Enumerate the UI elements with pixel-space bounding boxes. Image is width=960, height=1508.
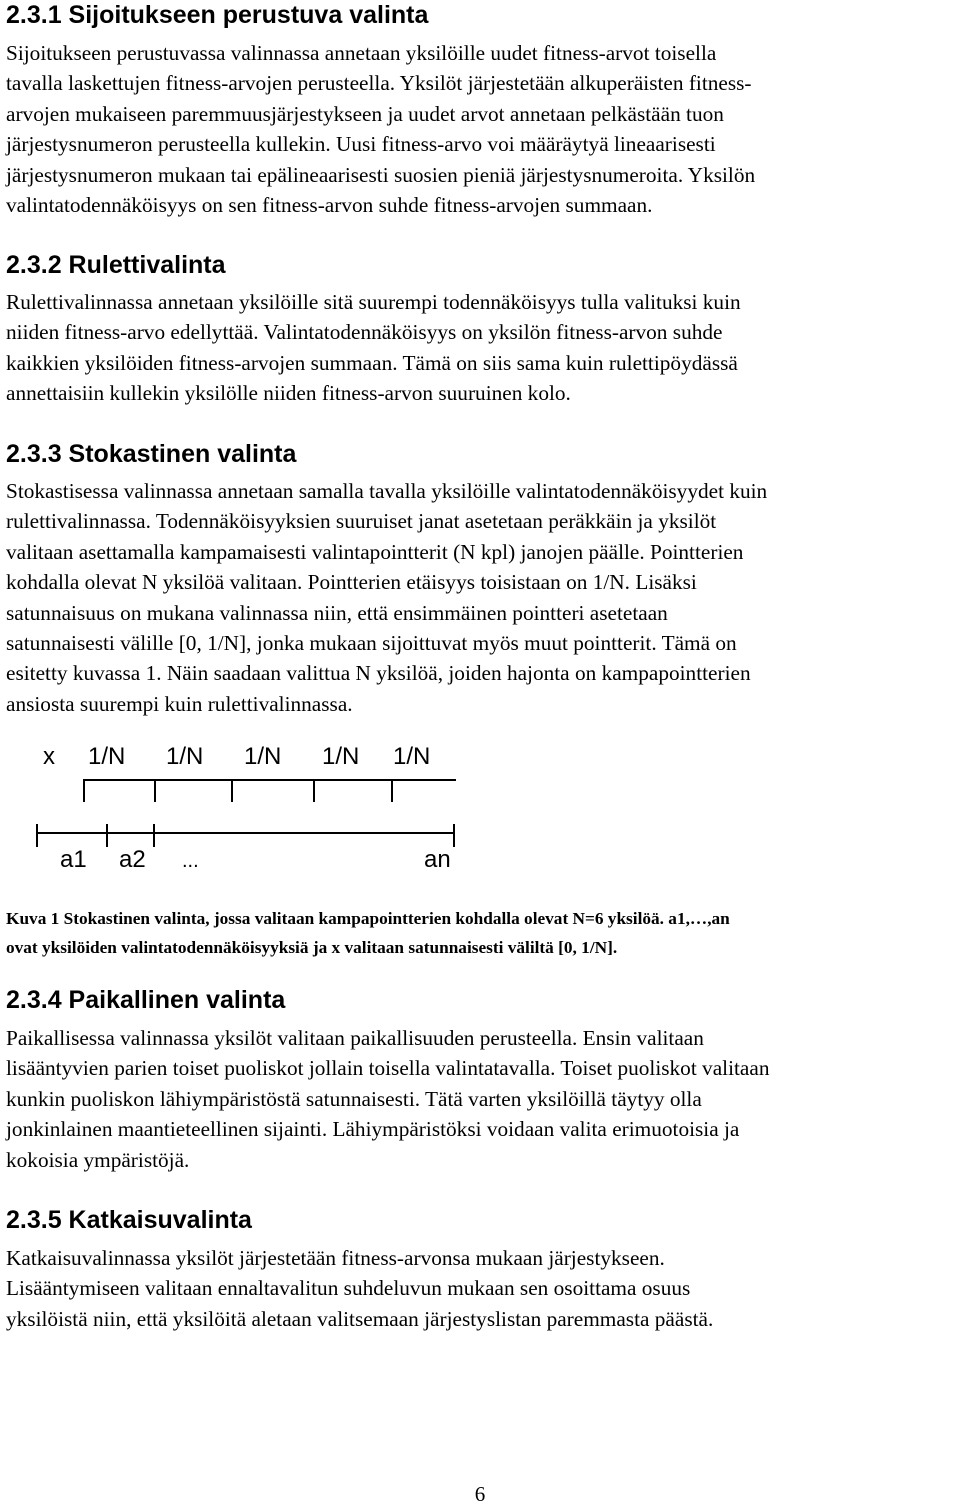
text-line: Rulettivalinnassa annetaan yksilöille sitä suurempi todennäköisyys tulla valituksi kuin [6,290,741,314]
text-line: tavalla laskettujen fitness-arvojen perusteella. Yksilöt järjestetään alkuperäisten fitness- [6,71,752,96]
section-heading: 2.3.4 Paikallinen valinta [6,986,286,1014]
section-heading: 2.3.1 Sijoitukseen perustuva valinta [6,1,429,29]
pointer-spacing-label: 1/N [166,743,204,770]
text-line: Lisääntymiseen valitaan ennaltavalitun suhdeluvun mukaan sen osoittama osuus [6,1276,691,1301]
text-line: yksilöistä niin, että yksilöitä aletaan valitsemaan järjestyslistan paremmasta päästä. [6,1306,714,1331]
text-line: kohdalla olevat N yksilöä valitaan. Pointterien etäisyys toisistaan on 1/N. Lisäksi [6,570,697,595]
pointer-spacing-label: 1/N [244,743,282,770]
text-line: Katkaisuvalinnassa yksilöt järjestetään fitness-arvonsa mukaan järjestykseen. [6,1246,665,1270]
section-paragraph [6,1023,769,1175]
text-line: annettaisiin kullekin yksilölle niiden fitness-arvon suuruinen kolo. [6,381,571,406]
text-line: valitaan asettamalla kampamaisesti valintapointterit (N kpl) janojen päälle. Pointterien [6,539,744,564]
segment-line [36,824,455,847]
section-heading: 2.3.2 Rulettivalinta [6,251,226,279]
text-line: jonkinlainen maantieteellinen sijainti. Lähiympäristöksi voidaan valita erimuotoisia ja [6,1117,740,1142]
text-line: Sijoitukseen perustuvassa valinnassa annetaan yksilöille uudet fitness-arvot toisella [6,41,717,65]
caption-line: ovat yksilöiden valintatodennäköisyyksiä ja x valitaan satunnaisesti väliltä [0, 1/N]. [6,938,618,957]
pointer-spacing-label: 1/N [322,743,360,770]
section-2-3-2 [6,250,741,409]
text-line: kokoisia ympäristöjä. [6,1147,190,1172]
text-line: niiden fitness-arvo edellyttää. Valintatodennäköisyys on yksilön fitness-arvon suhde [6,320,723,345]
section-heading: 2.3.3 Stokastinen valinta [6,440,297,468]
section-paragraph [6,1243,713,1334]
text-line: kunkin puoliskon lähiympäristöstä satunnaisesti. Tätä varten yksilöillä täytyy olla [6,1086,702,1111]
section-paragraph [6,38,755,220]
text-line: satunnaisuus on mukana valinnassa niin, että ensimmäinen pointteri asetetaan [6,600,668,625]
pointer-spacing-label: 1/N [393,743,431,770]
text-line: satunnaisesti välille [0, 1/N], jonka mukaan sijoittuvat myös muut pointterit. Tämä on [6,631,737,656]
text-line: kaikkien yksilöiden fitness-arvojen summaan. Tämä on siis sama kuin rulettipöydässä [6,350,738,375]
text-line: lisääntyvien parien toiset puoliskot jollain toisella valintatavalla. Toiset puoliskot valitaan [6,1056,770,1081]
individual-label: a2 [119,846,146,873]
text-line: esitetty kuvassa 1. Näin saadaan valittua N yksilöä, joiden hajonta on kampapointterien [6,661,751,686]
caption-line: Kuva 1 Stokastinen valinta, jossa valitaan kampapointterien kohdalla olevat N=6 yksilöä. a1,…,an [6,909,730,928]
section-2-3-4 [6,985,769,1175]
text-line: valintatodennäköisyys on sen fitness-arvon suhde fitness-arvojen summaan. [6,193,653,218]
section-paragraph [6,476,767,719]
text-line: järjestysnumeron perusteella kullekin. Uusi fitness-arvo voi määräytyä lineaarisesti [6,132,716,157]
comb-diagram [36,734,456,874]
section-2-3-5 [6,1205,713,1334]
ellipsis-label: ... [182,850,199,872]
text-line: Paikallisessa valinnassa yksilöt valitaan paikallisuuden perusteella. Ensin valitaan [6,1026,704,1050]
section-paragraph [6,287,741,409]
individual-label: an [424,846,451,873]
text-line: Stokastisessa valinnassa annetaan samalla tavalla yksilöille valintatodennäköisyydet kuin [6,479,768,503]
individual-label: a1 [60,846,87,873]
section-2-3-1 [6,0,755,220]
page-number: 6 [474,1482,486,1506]
section-heading: 2.3.5 Katkaisuvalinta [6,1206,252,1234]
figure-caption [6,904,730,962]
stochastic-selection-figure [36,734,456,874]
pointer-spacing-label: 1/N [88,743,126,770]
text-line: järjestysnumeron mukaan tai epälineaarisesti suosien pieniä järjestysnumeroita. Yksilön [6,162,756,187]
offset-label: x [43,743,55,770]
text-line: arvojen mukaiseen paremmuusjärjestykseen ja uudet arvot annetaan pelkästään tuon [6,101,724,126]
text-line: rulettivalinnassa. Todennäköisyyksien suuruiset janat asetetaan peräkkäin ja yksilöt [6,509,717,534]
section-2-3-3 [6,439,767,719]
comb-pointers [83,779,456,802]
text-line: ansiosta suurempi kuin rulettivalinnassa. [6,691,353,716]
